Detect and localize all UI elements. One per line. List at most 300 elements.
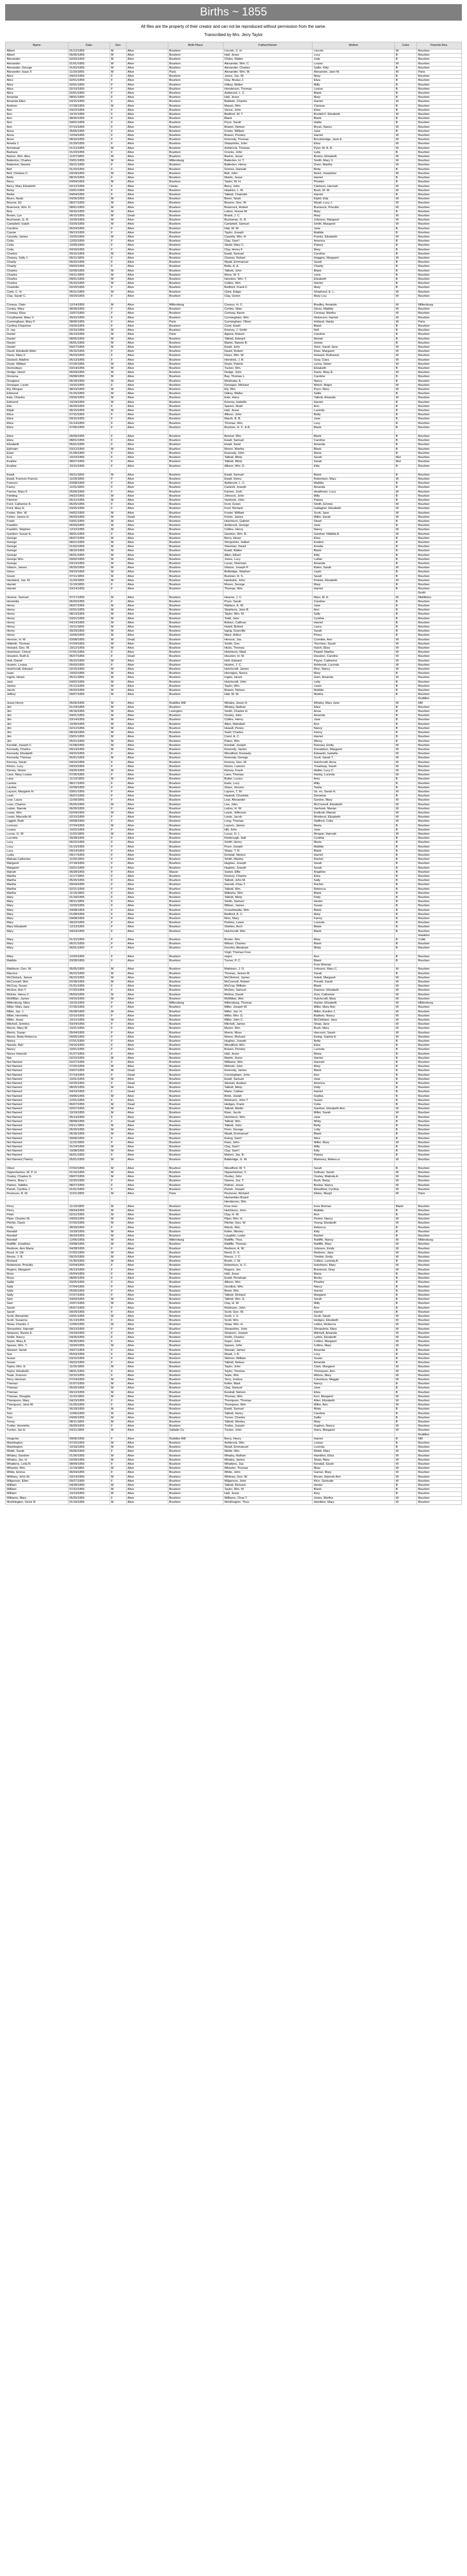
- cell-name: Lavinia: [6, 782, 68, 786]
- cell-name: Sam: [6, 1298, 68, 1302]
- cell-date: 02/28/1855: [68, 980, 110, 985]
- cell-birth-place: Bourbon: [168, 265, 223, 269]
- cell-birth-place: Bourbon: [168, 976, 223, 980]
- cell-birth-place: Bourbon: [168, 96, 223, 100]
- cell-parents-res: Bourbon: [417, 630, 462, 634]
- cell-birth-place: Bourbon: [168, 1027, 223, 1031]
- cell-mother: Jane: [313, 1115, 394, 1120]
- cell-status: Alive: [126, 1281, 168, 1285]
- cell-birth-place: Bourbon: [168, 832, 223, 836]
- cell-status: Alive: [126, 828, 168, 832]
- cell-mother: Blank: [313, 1132, 394, 1137]
- table-row: [6, 494, 462, 498]
- cell-father-owner: Stewart, Ausbon: [223, 1081, 313, 1086]
- cell-birth-place: Bourbon: [168, 1234, 223, 1239]
- cell-sex: F: [110, 320, 126, 324]
- cell-father-owner: Soper, John: [223, 1340, 313, 1344]
- cell-father-owner: McCray, William: [223, 985, 313, 989]
- cell-mother: Eliza: [313, 875, 394, 879]
- table-row: [6, 1188, 462, 1192]
- cell-name: Vergenia: [6, 1437, 68, 1441]
- cell-father-owner: [223, 430, 313, 435]
- cell-father-owner: Clay, Henry F.: [223, 248, 313, 252]
- table-row: [6, 1247, 462, 1251]
- cell-mother: Harriet: [313, 100, 394, 104]
- cell-name: McCray, Susan: [6, 985, 68, 989]
- cell-color: W: [394, 1179, 417, 1183]
- cell-birth-place: Bourbon: [168, 587, 223, 591]
- cell-parents-res: Bourbon: [417, 989, 462, 993]
- cell-name: Harriet: [6, 587, 68, 591]
- cell-name: Alice: [6, 79, 68, 83]
- cell-color: B: [394, 925, 417, 929]
- cell-sex: M: [110, 1149, 126, 1154]
- cell-parents-res: Bourbon: [417, 638, 462, 642]
- cell-name: Not Named: [6, 1149, 68, 1154]
- cell-father-owner: Talbott, Wm.: [223, 887, 313, 891]
- cell-mother: Myer, M. E.: [313, 596, 394, 600]
- table-row: [6, 934, 462, 938]
- cell-sex: M: [110, 693, 126, 697]
- cell-date: 03/25/1855: [68, 1281, 110, 1285]
- cell-birth-place: Bourbon: [168, 193, 223, 197]
- cell-father-owner: Humanities Board: [223, 1196, 313, 1200]
- cell-father-owner: Keller, Mark: [223, 1382, 313, 1386]
- cell-name: George: [6, 562, 68, 566]
- table-row: [6, 1335, 462, 1340]
- cell-birth-place: Bourbon: [168, 108, 223, 112]
- cell-status: Alive: [126, 1335, 168, 1340]
- cell-date: 09/06/1855: [68, 1137, 110, 1141]
- cell-father-owner: Talbott, Minty: [223, 1086, 313, 1090]
- cell-sex: M: [110, 680, 126, 684]
- cell-father-owner: Kennedy, George: [223, 756, 313, 760]
- cell-date: 05/26/1855: [68, 879, 110, 883]
- cell-mother: Shaw, Mary: [313, 1458, 394, 1462]
- table-row: [6, 1166, 462, 1171]
- cell-father-owner: Hutchcraft, Wm.: [223, 929, 313, 934]
- cell-name: [6, 1196, 68, 1200]
- cell-color: B: [394, 782, 417, 786]
- cell-parents-res: Bourbon: [417, 604, 462, 608]
- cell-birth-place: Bourbon: [168, 566, 223, 570]
- cell-birth-place: Bourbon: [168, 955, 223, 959]
- cell-name: Charity: [6, 261, 68, 265]
- cell-date: 09/15/1855: [68, 316, 110, 320]
- cell-date: 05/06/1855: [68, 129, 110, 133]
- cell-status: Alive: [126, 1065, 168, 1069]
- cell-father-owner: Sweet, Effie: [223, 870, 313, 874]
- cell-sex: F: [110, 503, 126, 507]
- cell-color: W: [394, 659, 417, 663]
- cell-birth-place: Bourbon: [168, 1111, 223, 1115]
- cell-name: Lane: [6, 777, 68, 782]
- cell-parents-res: Bourbon: [417, 1391, 462, 1395]
- cell-parents-res: Bourbon: [417, 1179, 462, 1183]
- cell-father-owner: Moore, Wm.: [223, 1027, 313, 1031]
- cell-father-owner: Huston, J. C.: [223, 663, 313, 667]
- cell-name: [6, 298, 68, 303]
- cell-parents-res: Bourbon: [417, 1247, 462, 1251]
- cell-father-owner: Henderson, Thomas: [223, 87, 313, 91]
- cell-name: Not Named: [6, 1090, 68, 1094]
- cell-father-owner: Webb, Wm.: [223, 1450, 313, 1454]
- cell-sex: F: [110, 456, 126, 460]
- cell-birth-place: Bourbon: [168, 985, 223, 989]
- cell-color: W: [394, 142, 417, 146]
- cell-mother: Blank: [313, 473, 394, 477]
- cell-sex: F: [110, 862, 126, 866]
- cell-parents-res: Bourbon: [417, 167, 462, 172]
- cell-name: Mary: [6, 896, 68, 900]
- table-row: [6, 938, 462, 942]
- cell-name: Charles: [6, 282, 68, 286]
- cell-sex: M: [110, 604, 126, 608]
- table-row: [6, 104, 462, 108]
- cell-father-owner: Virgil, Thomas Free: [223, 951, 313, 955]
- cell-mother: Luther: [313, 557, 394, 562]
- cell-father-owner: Alexander, Wm. W.: [223, 71, 313, 75]
- cell-birth-place: Bourbon: [168, 668, 223, 672]
- cell-birth-place: Bourbon: [168, 1446, 223, 1450]
- cell-color: W: [394, 383, 417, 387]
- cell-mother: Mary: [313, 75, 394, 79]
- cell-parents-res: Bourbon: [417, 1335, 462, 1340]
- cell-date: 04/22/1855: [68, 75, 110, 79]
- cell-mother: Eliza: [313, 1044, 394, 1048]
- table-row: [6, 379, 462, 383]
- cell-date: 11/15/1855: [68, 891, 110, 895]
- cell-name: Letton, Nannie: [6, 807, 68, 811]
- cell-name: Henry: [6, 604, 68, 608]
- cell-sex: M: [110, 1132, 126, 1137]
- cell-birth-place: Bourbon: [168, 777, 223, 782]
- cell-sex: F: [110, 900, 126, 904]
- cell-father-owner: Ely, Wm.: [223, 388, 313, 392]
- cell-mother: Miller, Ann: [313, 1403, 394, 1408]
- cell-status: Alive: [126, 1023, 168, 1027]
- cell-sex: M: [110, 634, 126, 638]
- cell-mother: Blank: [313, 849, 394, 853]
- cell-color: W: [394, 968, 417, 972]
- cell-parents-res: Bourbon: [417, 1010, 462, 1014]
- cell-color: B: [394, 1052, 417, 1056]
- cell-parents-res: Bourbon: [417, 362, 462, 366]
- table-row: [6, 87, 462, 91]
- cell-name: Thomas: [6, 1386, 68, 1391]
- table-row: [6, 451, 462, 455]
- cell-date: 03/08/1855: [68, 482, 110, 486]
- table-row: [6, 837, 462, 841]
- cell-status: Alive: [126, 108, 168, 112]
- table-row: [6, 993, 462, 997]
- cell-father-owner: Betts, A. A.: [223, 265, 313, 269]
- cell-birth-place: Bourbon: [168, 1374, 223, 1378]
- cell-sex: F: [110, 989, 126, 993]
- cell-status: Alive: [126, 413, 168, 417]
- cell-name: Washington: [6, 1446, 68, 1450]
- cell-status: Alive: [126, 769, 168, 773]
- cell-sex: F: [110, 955, 126, 959]
- table-row: [6, 689, 462, 693]
- cell-color: B: [394, 1166, 417, 1171]
- cell-father-owner: Barton, Jesse: [223, 155, 313, 159]
- cell-parents-res: Bourbon: [417, 421, 462, 426]
- table-row: [6, 75, 462, 79]
- cell-birth-place: Bourbon: [168, 752, 223, 756]
- cell-date: 08/16/1855: [68, 138, 110, 142]
- cell-status: Alive: [126, 150, 168, 155]
- cell-name: Gibson, James: [6, 566, 68, 570]
- cell-date: 01/12/1855: [68, 684, 110, 688]
- cell-birth-place: Bourbon: [168, 769, 223, 773]
- cell-color: B: [394, 726, 417, 731]
- cell-mother: Dolly: [313, 1086, 394, 1090]
- cell-sex: M: [110, 1386, 126, 1391]
- cell-status: Alive: [126, 1458, 168, 1462]
- cell-mother: Blank: [313, 426, 394, 430]
- cell-status: Alive: [126, 756, 168, 760]
- cell-sex: F: [110, 1425, 126, 1429]
- cell-father-owner: Miller, Jas. H.: [223, 1010, 313, 1014]
- cell-birth-place: Bourbon: [168, 113, 223, 117]
- cell-date: 02/01/1855: [68, 83, 110, 87]
- cell-father-owner: Thompson, Thomas: [223, 1399, 313, 1403]
- cell-birth-place: Bourbon: [168, 807, 223, 811]
- cell-color: B: [394, 557, 417, 562]
- cell-status: Alive: [126, 1149, 168, 1154]
- cell-father-owner: Talbott, Minty: [223, 896, 313, 900]
- cell-status: Alive: [126, 473, 168, 477]
- cell-status: Alive: [126, 955, 168, 959]
- cell-sex: M: [110, 540, 126, 545]
- cell-birth-place: Bourbon: [168, 824, 223, 828]
- cell-date: 01/15/1855: [68, 938, 110, 942]
- cell-color: B: [394, 1412, 417, 1416]
- table-row: [6, 891, 462, 895]
- cell-date: 04/19/1855: [68, 1399, 110, 1403]
- cell-status: Dead: [126, 1073, 168, 1077]
- cell-parents-res: Bourbon: [417, 1382, 462, 1386]
- cell-date: 10/01/1855: [68, 1048, 110, 1052]
- cell-sex: M: [110, 66, 126, 70]
- cell-parents-res: Bourbon: [417, 456, 462, 460]
- cell-father-owner: Booth, J. W.: [223, 1260, 313, 1264]
- cell-sex: M: [110, 49, 126, 54]
- cell-birth-place: Bourbon: [168, 811, 223, 815]
- cell-parents-res: Ruddles: [417, 697, 462, 701]
- cell-date: 04/14/1855: [68, 621, 110, 625]
- cell-sex: M: [110, 621, 126, 625]
- cell-birth-place: Bourbon: [168, 490, 223, 494]
- cell-mother: Whaley, Mary Jane: [313, 701, 394, 705]
- cell-status: Alive: [126, 176, 168, 180]
- cell-sex: M: [110, 596, 126, 600]
- cell-color: B: [394, 929, 417, 934]
- cell-name: Armstead: [6, 146, 68, 150]
- cell-father-owner: Kenney, Isabella: [223, 400, 313, 404]
- cell-mother: Mary: [313, 1467, 394, 1471]
- cell-birth-place: Bourbon: [168, 316, 223, 320]
- table-row: [6, 1340, 462, 1344]
- cell-sex: M: [110, 269, 126, 273]
- cell-birth-place: [168, 697, 223, 701]
- cell-birth-place: Bourbon: [168, 925, 223, 929]
- cell-color: B: [394, 392, 417, 396]
- cell-color: [394, 591, 417, 596]
- cell-color: B: [394, 325, 417, 329]
- table-row: [6, 524, 462, 528]
- cell-color: B: [394, 604, 417, 608]
- cell-status: Alive: [126, 887, 168, 891]
- cell-mother: Caroline: [313, 375, 394, 379]
- cell-status: Alive: [126, 1492, 168, 1496]
- cell-father-owner: Ewalt, Samuel: [223, 252, 313, 256]
- cell-status: Alive: [126, 1268, 168, 1272]
- cell-name: Hardwick, Jas. M.: [6, 579, 68, 583]
- cell-birth-place: Bourbon: [168, 722, 223, 726]
- cell-status: Alive: [126, 96, 168, 100]
- cell-parents-res: Millersburg: [417, 303, 462, 307]
- cell-mother: Lucinda: [313, 409, 394, 413]
- cell-status: Alive: [126, 908, 168, 912]
- cell-name: McClintock, James: [6, 976, 68, 980]
- cell-sex: [110, 1433, 126, 1437]
- cell-birth-place: [168, 1433, 223, 1437]
- cell-status: Alive: [126, 1272, 168, 1276]
- cell-color: B: [394, 849, 417, 853]
- cell-mother: Harriet: [313, 1289, 394, 1293]
- table-row: [6, 647, 462, 651]
- cell-parents-res: Bourbon: [417, 566, 462, 570]
- cell-mother: Harriet: [313, 176, 394, 180]
- cell-date: 04/26/1855: [68, 1335, 110, 1340]
- cell-name: Ephraim: [6, 447, 68, 451]
- cell-birth-place: Bourbon: [168, 1077, 223, 1081]
- cell-sex: M: [110, 1420, 126, 1425]
- cell-birth-place: Bourbon: [168, 1479, 223, 1483]
- cell-birth-place: Bourbon: [168, 803, 223, 807]
- cell-date: 06/03/1855: [68, 689, 110, 693]
- cell-date: 02/16/1855: [68, 329, 110, 333]
- cell-status: Alive: [126, 743, 168, 748]
- cell-status: Alive: [126, 87, 168, 91]
- table-row: [6, 456, 462, 460]
- cell-father-owner: Grimes, Hannah: [223, 167, 313, 172]
- cell-mother: Va. en, Sarah H.: [313, 790, 394, 794]
- cell-date: 08/16/1855: [68, 549, 110, 553]
- cell-color: B: [394, 634, 417, 638]
- cell-color: B: [394, 464, 417, 468]
- cell-mother: Blank: [313, 117, 394, 121]
- table-row: [6, 668, 462, 672]
- cell-sex: F: [110, 1006, 126, 1010]
- table-row: [6, 1264, 462, 1268]
- cell-birth-place: Bourbon: [168, 261, 223, 265]
- cell-sex: F: [110, 929, 126, 934]
- cell-color: W: [394, 371, 417, 375]
- table-row: [6, 532, 462, 536]
- cell-sex: M: [110, 409, 126, 413]
- table-row: [6, 252, 462, 256]
- cell-birth-place: Bourbon: [168, 858, 223, 862]
- table-row: [6, 1027, 462, 1031]
- cell-birth-place: Bourbon: [168, 651, 223, 655]
- cell-sex: M: [110, 976, 126, 980]
- cell-color: W: [394, 997, 417, 1001]
- cell-father-owner: Hendrick, J. B.: [223, 358, 313, 362]
- cell-father-owner: Scott, J. S.: [223, 1314, 313, 1318]
- table-row: [6, 100, 462, 104]
- cell-parents-res: Middleton: [417, 596, 462, 600]
- cell-date: 03/01/1855: [68, 735, 110, 739]
- cell-birth-place: Bourbon: [168, 549, 223, 553]
- cell-date: 05/23/1855: [68, 354, 110, 358]
- cell-mother: Hughes, Nancy: [313, 1425, 394, 1429]
- table-row: [6, 596, 462, 600]
- table-row: [6, 155, 462, 159]
- cell-date: 08/25/1855: [68, 1086, 110, 1090]
- cell-date: 06/18/1855: [68, 1408, 110, 1412]
- cell-father-owner: Ford, Richard: [223, 507, 313, 511]
- table-row: [6, 244, 462, 248]
- cell-color: W: [394, 125, 417, 129]
- cell-parents-res: Bourbon: [417, 959, 462, 963]
- cell-status: Alive: [126, 277, 168, 281]
- cell-status: Alive: [126, 1463, 168, 1467]
- cell-sex: F: [110, 240, 126, 244]
- cell-mother: Sims, Sarah Jane: [313, 346, 394, 350]
- cell-color: W: [394, 676, 417, 680]
- table-row: [6, 684, 462, 688]
- cell-father-owner: Hughes, Joseph: [223, 862, 313, 866]
- cell-parents-res: Bourbon: [417, 308, 462, 312]
- cell-parents-res: Bourbon: [417, 862, 462, 866]
- table-row: [6, 1120, 462, 1124]
- cell-date: 03/26/1855: [68, 396, 110, 400]
- cell-mother: [313, 697, 394, 701]
- cell-birth-place: Bourbon: [168, 1386, 223, 1391]
- cell-status: Alive: [126, 435, 168, 439]
- cell-parents-res: Bourbon: [417, 811, 462, 815]
- cell-birth-place: Bourbon: [168, 163, 223, 167]
- cell-mother: Endicott, Mariah: [313, 811, 394, 815]
- cell-name: Maurice: [6, 972, 68, 976]
- cell-date: 12/01/1855: [68, 1098, 110, 1103]
- cell-color: B: [394, 689, 417, 693]
- cell-parents-res: Bourbon: [417, 218, 462, 223]
- cell-name: Not Named: [6, 1098, 68, 1103]
- cell-name: Ann: [6, 117, 68, 121]
- cell-color: B: [394, 96, 417, 100]
- cell-mother: Miller, Sarah: [313, 1111, 394, 1115]
- cell-birth-place: Millersburg: [168, 1239, 223, 1243]
- cell-sex: F: [110, 92, 126, 96]
- cell-status: Alive: [126, 748, 168, 752]
- cell-mother: Ann: [313, 722, 394, 726]
- cell-father-owner: Kiser, Jacob: [223, 1111, 313, 1115]
- table-row: [6, 799, 462, 803]
- cell-birth-place: Bourbon: [168, 1048, 223, 1052]
- cell-sex: M: [110, 659, 126, 663]
- cell-color: B: [394, 261, 417, 265]
- cell-sex: F: [110, 752, 126, 756]
- cell-name: Cassie: [6, 231, 68, 235]
- cell-name: Not Named: [6, 1094, 68, 1098]
- cell-birth-place: Bourbon: [168, 435, 223, 439]
- cell-status: Alive: [126, 1420, 168, 1425]
- cell-father-owner: Brown, Wm.: [223, 938, 313, 942]
